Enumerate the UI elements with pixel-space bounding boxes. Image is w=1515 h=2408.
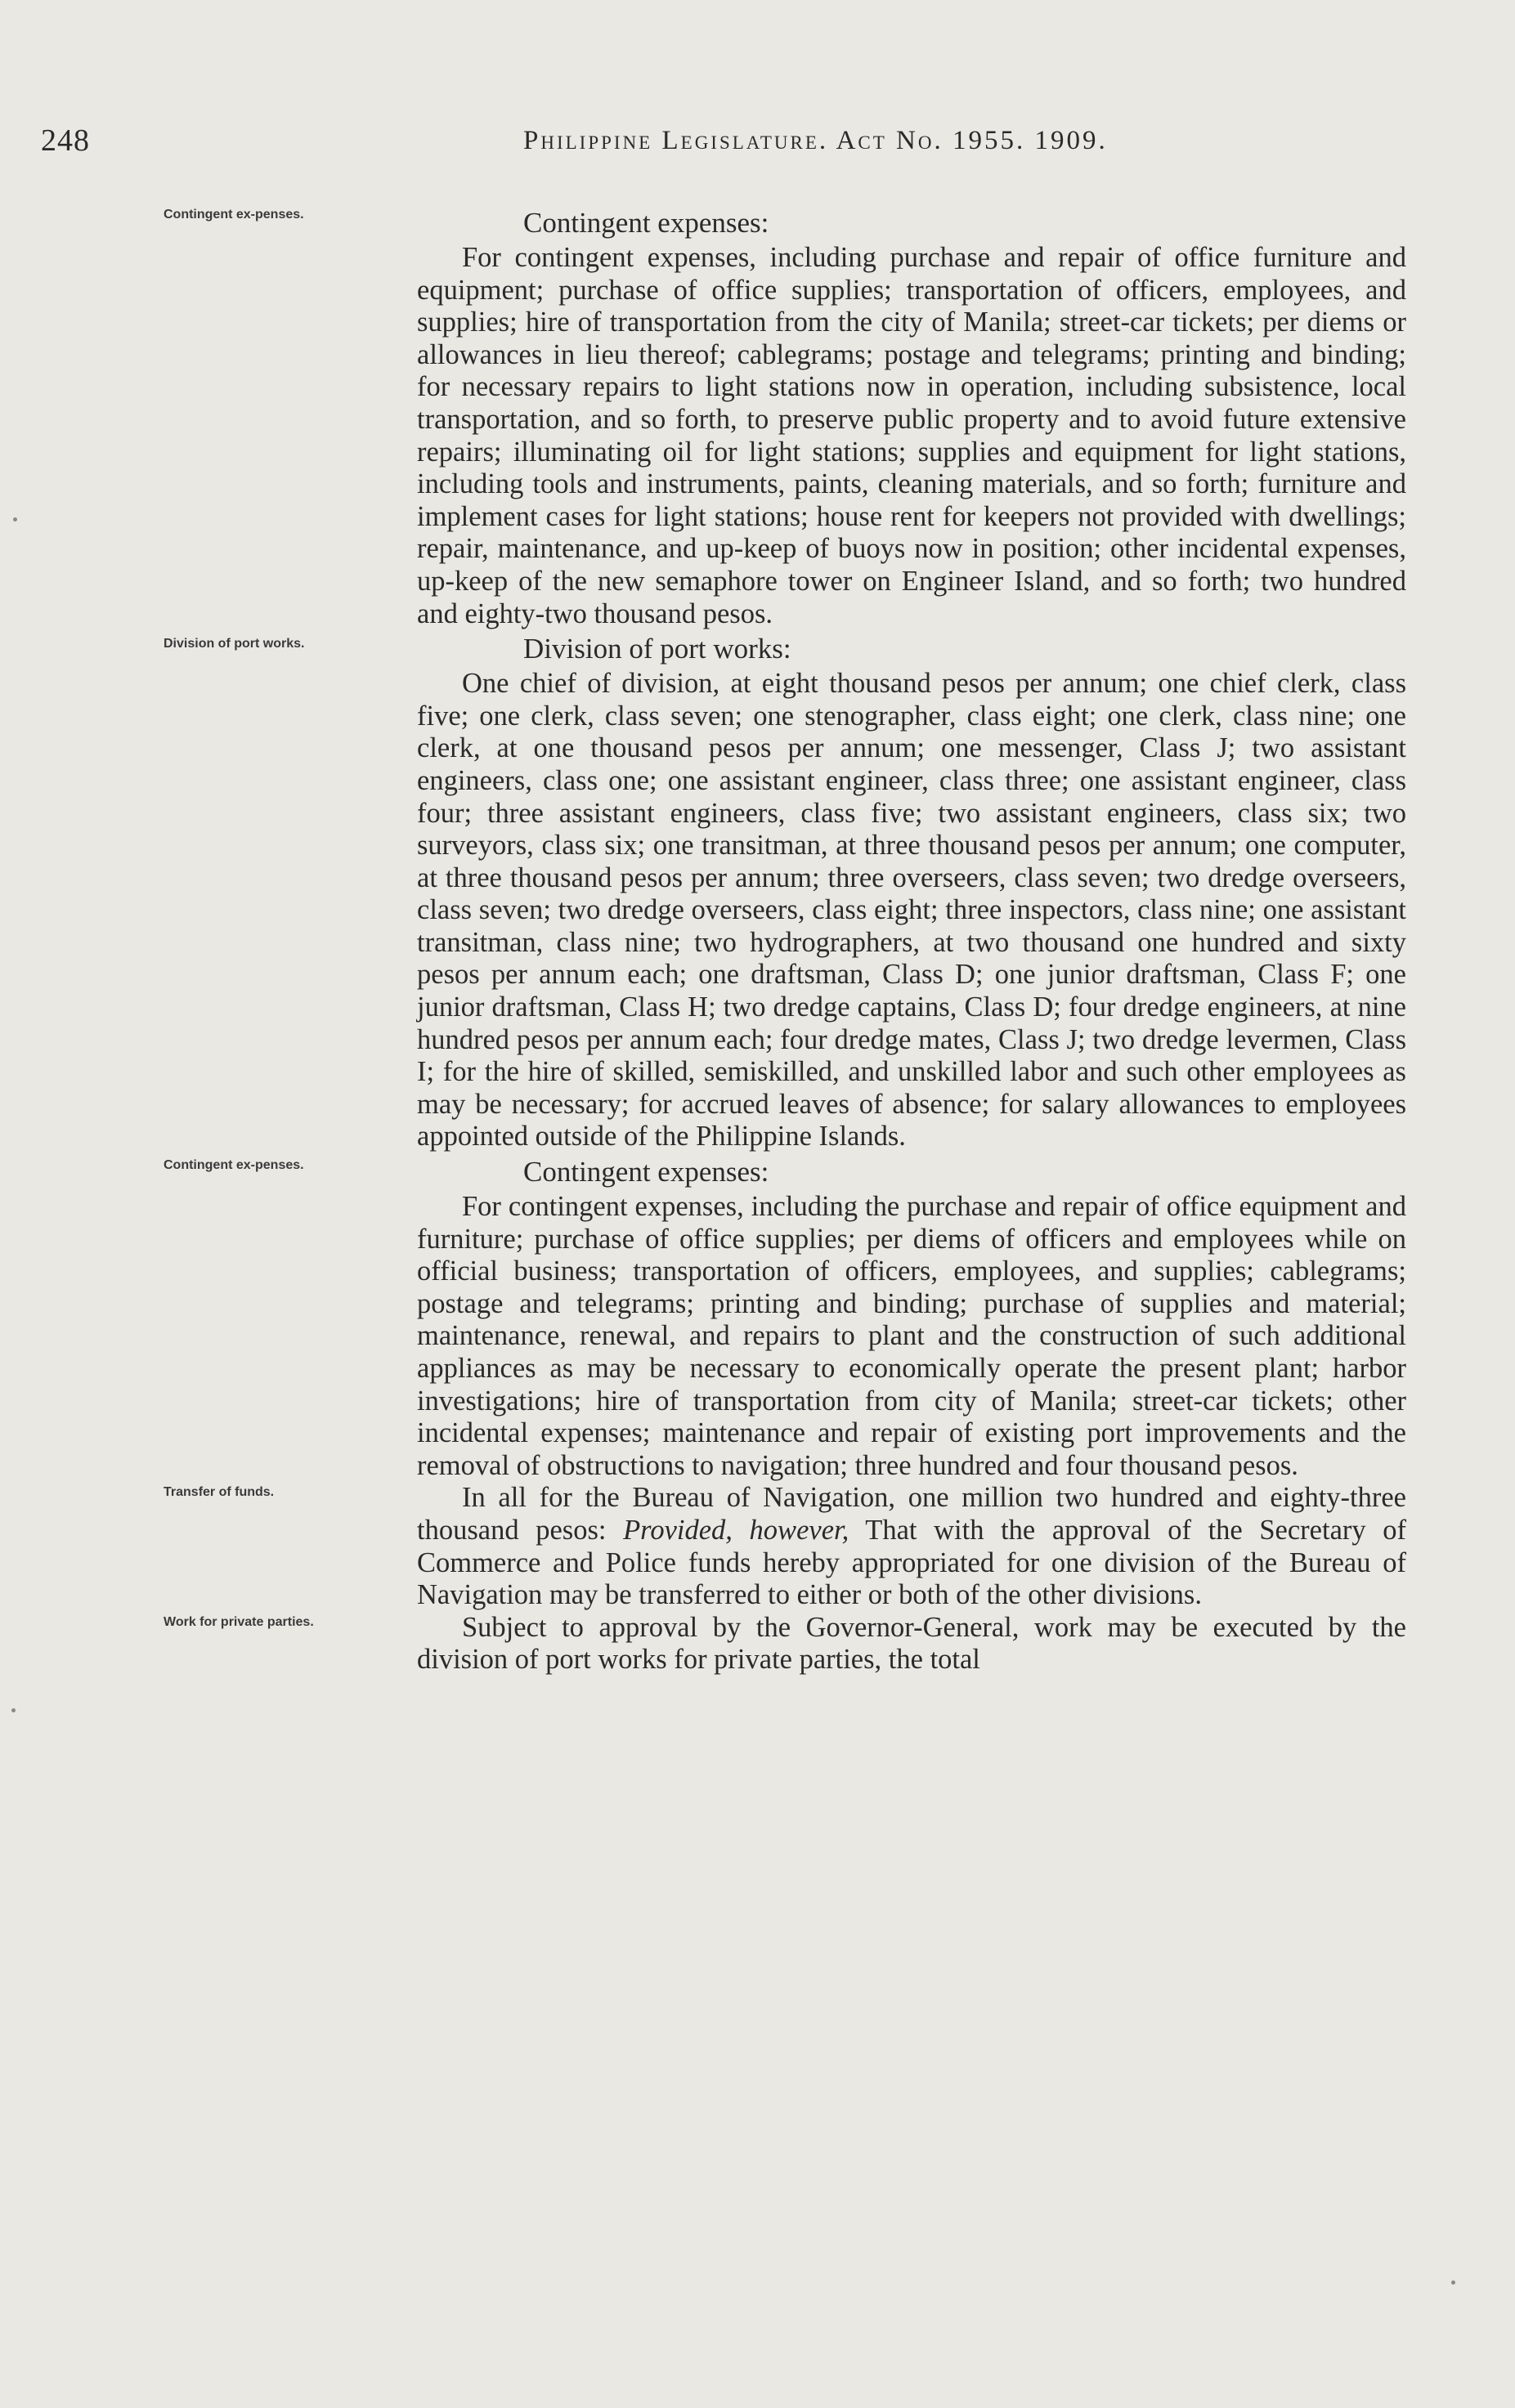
section-contingent-expenses-2	[164, 1153, 1406, 1482]
margin-note: Contingent ex-penses.	[164, 208, 304, 222]
section-division-of-port-works	[164, 630, 1406, 1153]
transfer-proviso: Provided, however,	[623, 1514, 849, 1546]
transfer-text-after: That with the approval of the Secretary of Commerce and Police funds hereby appropriated for one division of the Bureau of Navigation may be transferred to either or both of the other divisions.	[417, 1514, 1406, 1611]
section-heading: Contingent expenses:	[523, 207, 769, 239]
transfer-text	[417, 1482, 1406, 1611]
page-body	[164, 204, 1406, 1676]
paper-speck	[1451, 2280, 1455, 2285]
paper-speck	[13, 517, 17, 521]
margin-note: Division of port works.	[164, 637, 305, 651]
margin-note: Contingent ex-penses.	[164, 1158, 304, 1173]
running-head: Philippine Legislature. Act No. 1955. 1909.	[523, 126, 1108, 155]
section-contingent-expenses-1	[164, 204, 1406, 630]
section-text: One chief of division, at eight thousand pesos per annum; one chief clerk, class five; one clerk, class seven; one stenographer, class eight; one clerk, class nine; one clerk, at one thousand pesos per annum; one messenger, Class J; two assistant engineers, class one; one assistant engineer, class three; one assistant engineer, class four; three assistant engineers, class five; two assistant engineers, class six; two surveyors, class six; one transitman, at three thousand pesos per annum; one computer, at three thousand pesos per annum; three overseers, class seven; two dredge overseers, class seven; two dredge overseers, class eight; three inspectors, class nine; one assistant transitman, class nine; two hydrographers, at two thousand one hundred and sixty pesos per annum each; one draftsman, Class D; one junior draftsman, Class F; one junior draftsman, Class H; two dredge captains, Class D; four dredge engineers, at nine hundred pesos per annum each; four dredge mates, Class J; two dredge levermen, Class I; for the hire of skilled, semiskilled, and unskilled labor and such other employees as may be necessary; for accrued leaves of absence; for salary allowances to employees appointed outside of the Philippine Islands.	[417, 668, 1406, 1153]
section-transfer-of-funds	[164, 1482, 1406, 1611]
section-text: For contingent expenses, including the purchase and repair of office equipment and furniture; purchase of office supplies; per diems of officers and employees while on official business; transportation of officers, employees, and supplies; cablegrams; postage and telegrams; printing and binding; purchase of supplies and material; maintenance, renewal, and repairs to plant and the construction of such additional appliances as may be necessary to economically operate the present plant; harbor investigations; hire of transportation from city of Manila; street-car tickets; other incidental expenses; maintenance and repair of existing port improvements and the removal of obstructions to navigation; three hundred and four thousand pesos.	[417, 1191, 1406, 1481]
section-work-for-private-parties	[164, 1612, 1406, 1676]
margin-note: Transfer of funds.	[164, 1485, 275, 1500]
section-heading: Division of port works:	[523, 633, 791, 665]
page-number: 248	[41, 123, 90, 158]
transfer-text-before: In all for the Bureau of Navigation, one million two hundred and eighty-three thousand pesos:	[417, 1482, 1406, 1546]
section-text: For contingent expenses, including purchase and repair of office furniture and equipment; purchase of office supplies; transportation of officers, employees, and supplies; hire of transportation from the city of Manila; street-car tickets; per diems or allowances in lieu thereof; cablegrams; postage and telegrams; printing and binding; for necessary repairs to light stations now in operation, including subsistence, local transportation, and so forth, to preserve public property and to avoid future extensive repairs; illuminating oil for light stations; supplies and equipment for light stations, including tools and instruments, paints, cleaning materials, and so forth; furniture and implement cases for light stations; house rent for keepers not provided with dwellings; repair, maintenance, and up-keep of buoys now in position; other incidental expenses, up-keep of the new semaphore tower on Engineer Island, and so forth; two hundred and eighty-two thousand pesos.	[417, 242, 1406, 629]
private-work-text: Subject to approval by the Governor-General, work may be executed by the division of port works for private parties, the total	[417, 1611, 1406, 1676]
margin-note: Work for private parties.	[164, 1614, 314, 1629]
paper-speck	[11, 1708, 16, 1712]
section-heading: Contingent expenses:	[523, 1156, 769, 1188]
page-header	[33, 123, 1406, 172]
